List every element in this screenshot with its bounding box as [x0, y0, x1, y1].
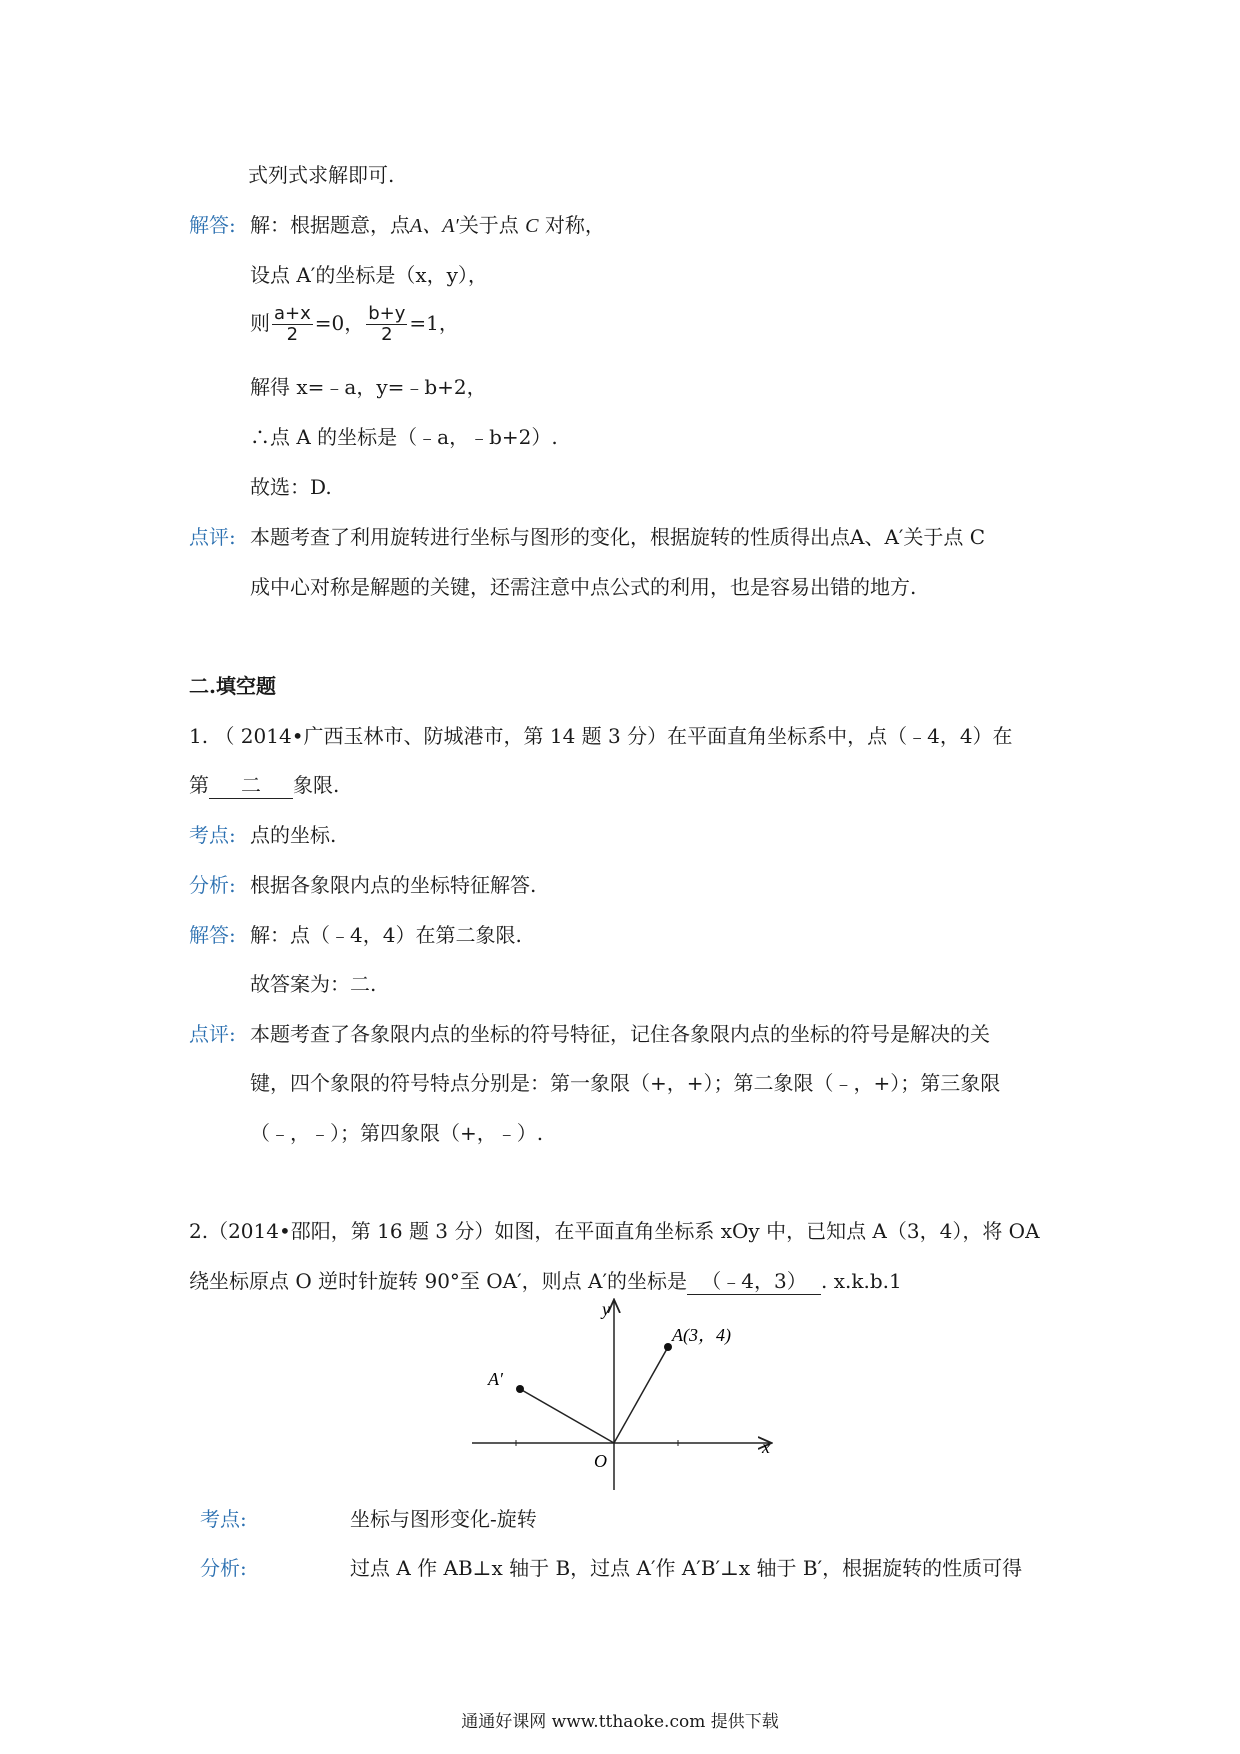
- fraction: $\frac{a+x}{2}$: [274, 303, 311, 345]
- fraction: $\frac{b+y}{2}$: [368, 303, 406, 345]
- kaodian-text: 点的坐标.: [250, 823, 337, 847]
- kaodian-label: 考点:: [200, 1507, 247, 1531]
- comment-line: 本题考查了利用旋转进行坐标与图形的变化，根据旋转的性质得出点A、A′关于点 C: [250, 525, 986, 549]
- dianping-text: 本题考查了各象限内点的坐标的符号特征，记住各象限内点的坐标的符号是解决的关: [250, 1022, 990, 1046]
- fenxi-text: 过点 A 作 AB⊥x 轴于 B，过点 A′作 A′B′⊥x 轴于 B′，根据旋转的性质可得: [350, 1556, 1023, 1580]
- y-axis-label: y: [602, 1299, 610, 1319]
- fenxi-label: 分析:: [200, 1556, 247, 1580]
- jieda-text: 解：点（﹣4，4）在第二象限.: [250, 923, 522, 947]
- fenxi-label: 分析:: [189, 873, 236, 897]
- jieda-text: 故答案为：二.: [250, 972, 377, 996]
- question-line: 1. （ 2014•广西玉林市、防城港市，第 14 题 3 分）在平面直角坐标系中，点（﹣4，4）在: [189, 724, 1013, 748]
- answer-blank: （﹣4，3）: [687, 1268, 821, 1295]
- answer-line: ∴点 A 的坐标是（﹣a，﹣b+2）.: [250, 425, 558, 449]
- question-line: 2.（2014•邵阳，第 16 题 3 分）如图，在平面直角坐标系 xOy 中，已知点 A（3，4），将 OA: [189, 1219, 1040, 1243]
- answer-line: 解得 x=﹣a，y=﹣b+2，: [250, 375, 487, 399]
- point-A-prime-label: A′: [488, 1369, 503, 1389]
- question-line: 第 二 象限.: [189, 773, 340, 797]
- point-A-prime: [516, 1385, 524, 1393]
- point-A: [664, 1343, 672, 1351]
- x-axis-label: x: [762, 1437, 770, 1457]
- point-A-label: A(3，4): [672, 1325, 731, 1345]
- answer-line: 设点 A′的坐标是（x，y），: [250, 263, 488, 287]
- answer-label: 解答:: [189, 213, 236, 237]
- jieda-label: 解答:: [189, 923, 236, 947]
- segment-OA-prime: [520, 1389, 614, 1443]
- section-heading: 二.填空题: [189, 674, 276, 698]
- kaodian-text: 坐标与图形变化-旋转: [350, 1507, 537, 1531]
- answer-fraction-line: 则 $\frac{a+x}{2}$ =0， $\frac{b+y}{2}$ =1，: [250, 303, 459, 345]
- text-line: 式列式求解即可.: [248, 163, 395, 187]
- fenxi-text: 根据各象限内点的坐标特征解答.: [250, 873, 537, 897]
- answer-line: 故选：D.: [250, 475, 332, 499]
- coordinate-figure: [460, 1295, 790, 1495]
- answer-line: 解：根据题意，点A、A′关于点 C 对称，: [250, 213, 605, 237]
- segment-OA: [614, 1347, 668, 1443]
- origin-label: O: [594, 1451, 607, 1471]
- kaodian-label: 考点:: [189, 823, 236, 847]
- question-line: 绕坐标原点 O 逆时针旋转 90°至 OA′，则点 A′的坐标是 （﹣4，3） . x.k.b.1: [189, 1269, 902, 1293]
- dianping-label: 点评:: [189, 1022, 236, 1046]
- page-footer: 通通好课网 www.tthaoke.com 提供下载: [461, 1712, 779, 1732]
- answer-blank: 二: [209, 772, 293, 799]
- dianping-text: 键，四个象限的符号特点分别是：第一象限（+，+）；第二象限（﹣，+）；第三象限: [250, 1071, 1001, 1095]
- comment-line: 成中心对称是解题的关键，还需注意中点公式的利用，也是容易出错的地方.: [250, 575, 917, 599]
- dianping-text: （﹣，﹣）；第四象限（+，﹣）.: [250, 1121, 544, 1145]
- comment-label: 点评:: [189, 525, 236, 549]
